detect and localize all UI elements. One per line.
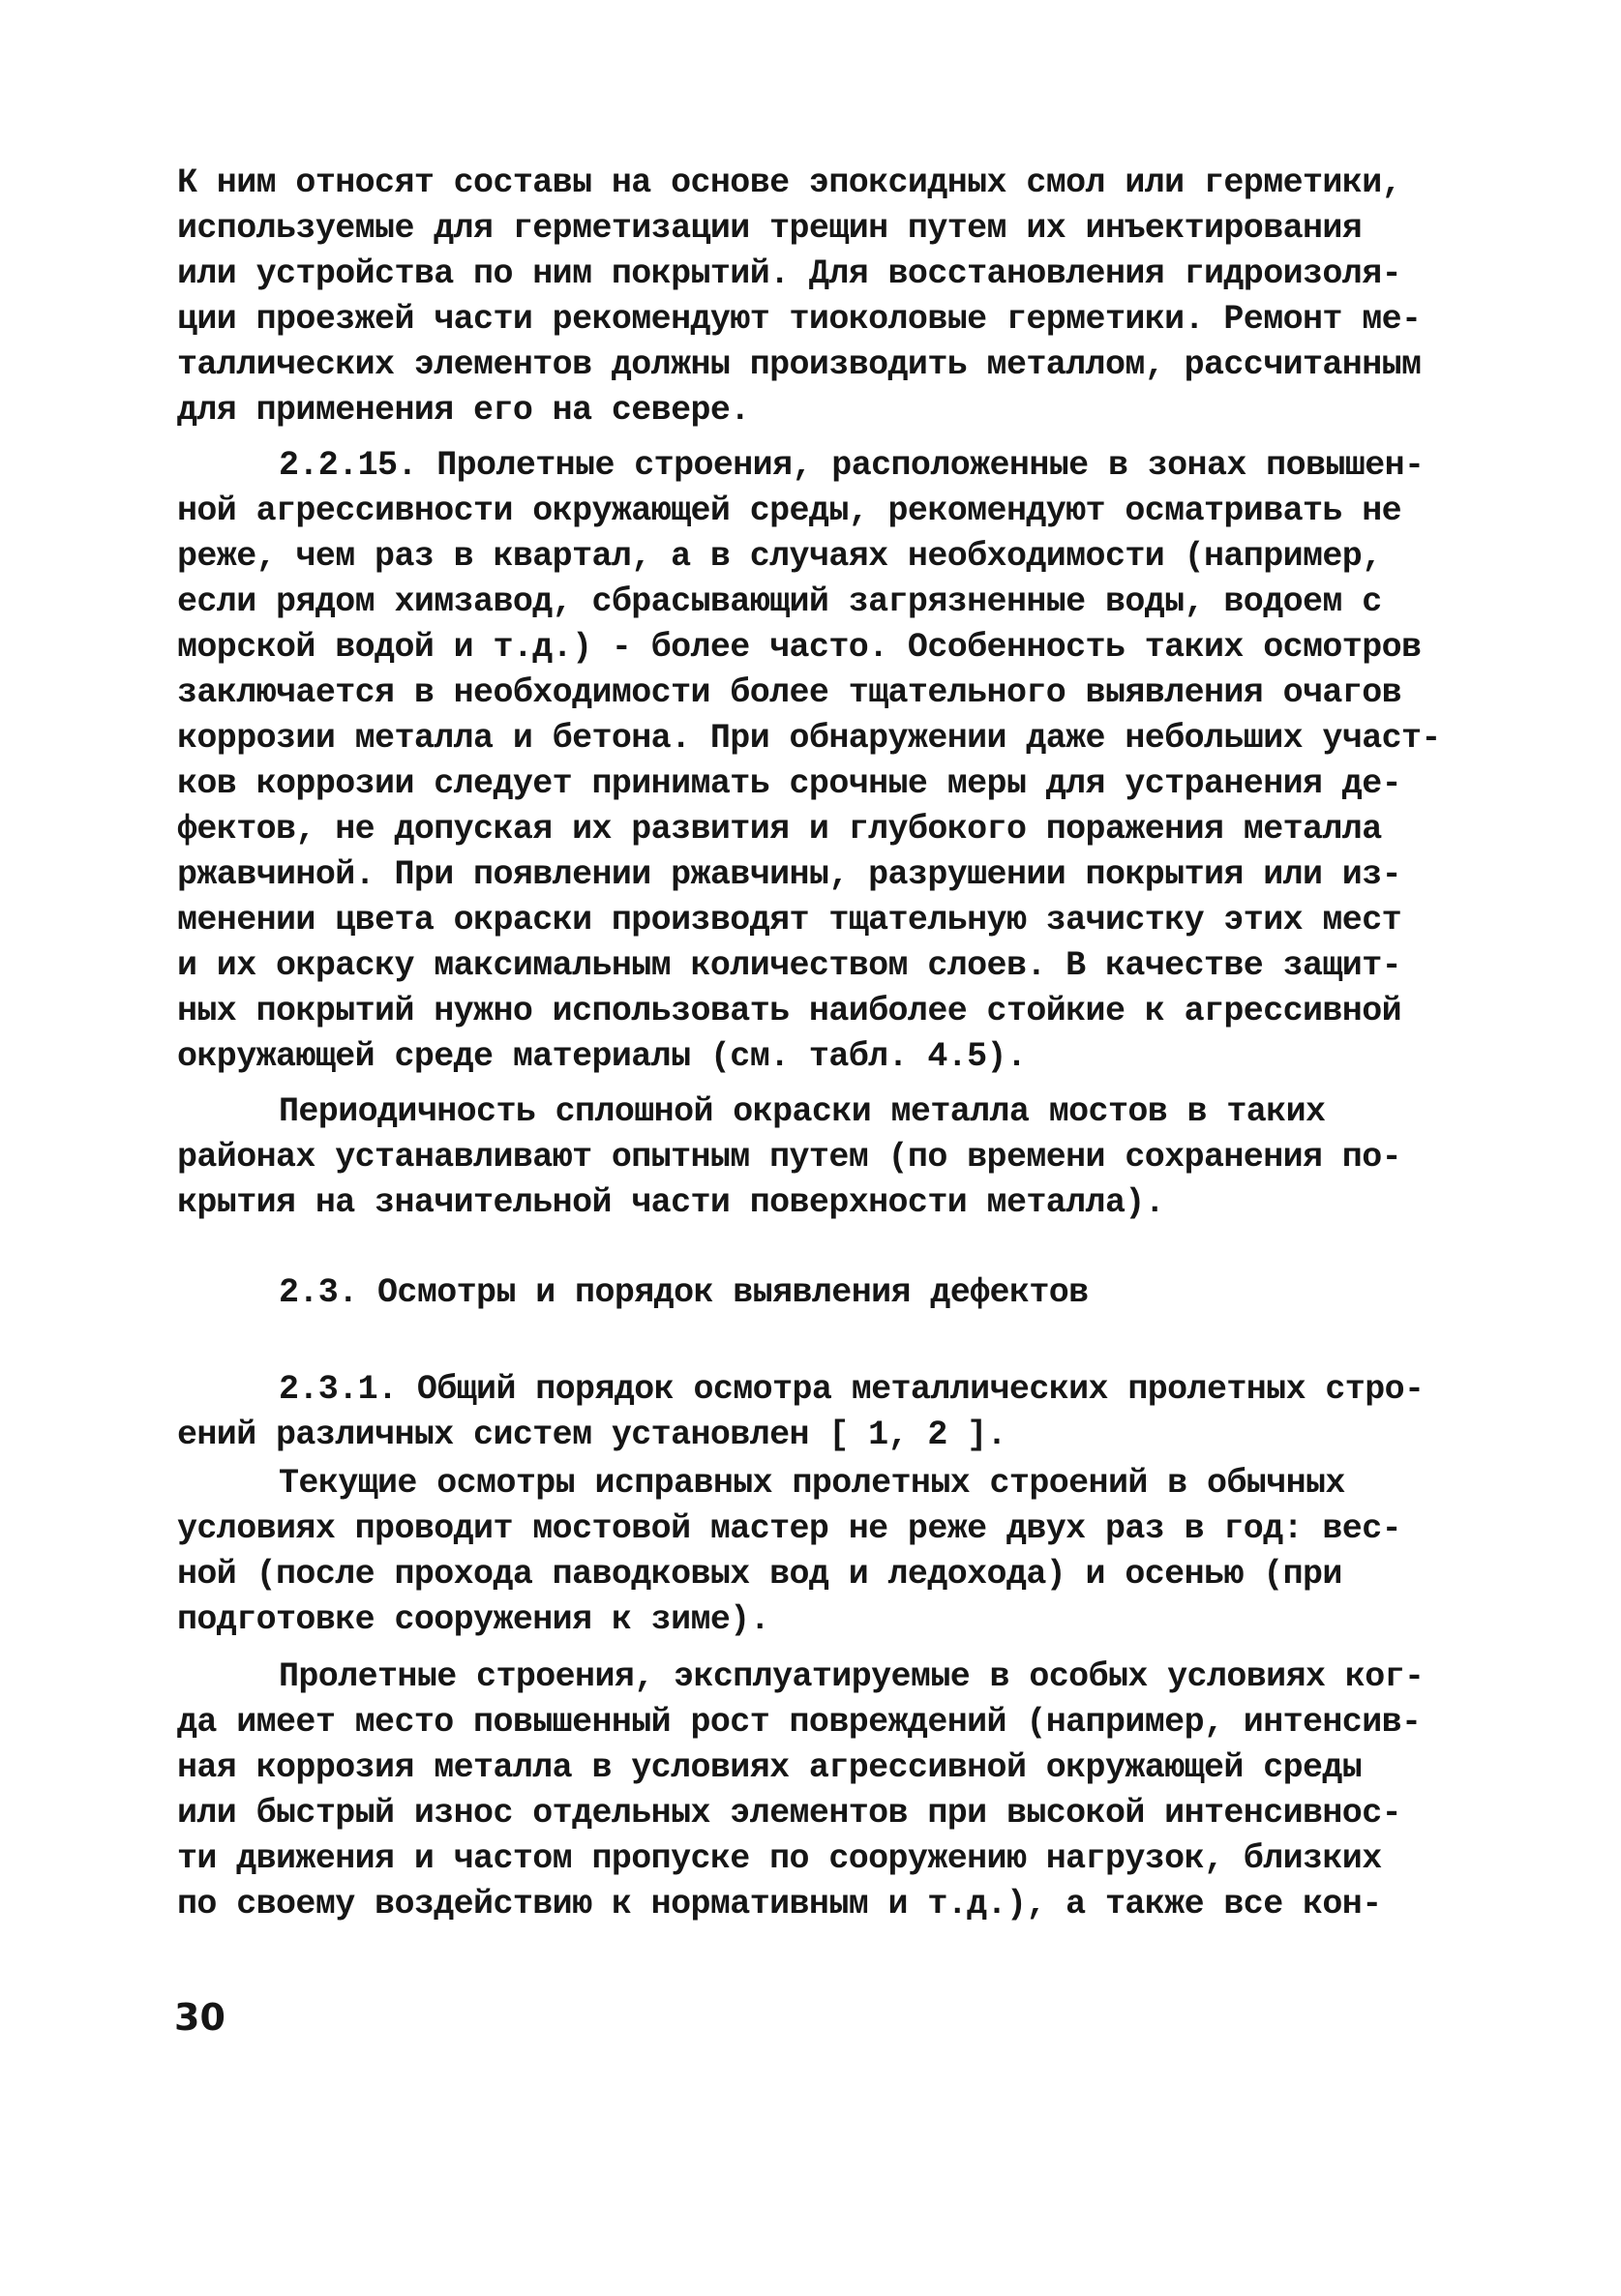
text-line: заключается в необходимости более тщательного выявления очагов — [177, 673, 1402, 712]
text-line: окружающей среде материалы (см. табл. 4.5). — [177, 1037, 1027, 1076]
text-line: таллических элементов должны производить металлом, рассчитанным — [177, 345, 1422, 384]
text-line: реже, чем раз в квартал, а в случаях необходимости (например, — [177, 537, 1382, 576]
text-line: или устройства по ним покрытий. Для восстановления гидроизоля- — [177, 254, 1402, 293]
text-line: условиях проводит мостовой мастер не реже двух раз в год: вес- — [177, 1509, 1402, 1548]
text-line: ная коррозия металла в условиях агрессивной окружающей среды — [177, 1748, 1363, 1787]
text-line: используемые для герметизации трещин путем их инъектирования — [177, 209, 1363, 248]
text-line: если рядом химзавод, сбрасывающий загрязненные воды, водоем с — [177, 582, 1382, 621]
text-line: крытия на значительной части поверхности металла). — [177, 1183, 1165, 1222]
text-line: коррозии металла и бетона. При обнаружении даже небольших участ- — [177, 719, 1441, 758]
text-line: районах устанавливают опытным путем (по времени сохранения по- — [177, 1138, 1402, 1177]
text-line: ных покрытий нужно использовать наиболее стойкие к агрессивной — [177, 992, 1402, 1030]
text-line: менении цвета окраски производят тщательную зачистку этих мест — [177, 901, 1402, 939]
paragraph-start-line: Пролетные строения, эксплуатируемые в особых условиях ког- — [279, 1657, 1425, 1696]
text-line: фектов, не допуская их развития и глубокого поражения металла — [177, 810, 1382, 849]
text-line: ти движения и частом пропуске по сооружению нагрузок, близких — [177, 1839, 1382, 1878]
text-line: ной агрессивности окружающей среды, рекомендуют осматривать не — [177, 492, 1402, 530]
text-line: морской водой и т.д.) - более часто. Особенность таких осмотров — [177, 628, 1422, 667]
text-line: подготовке сооружения к зиме). — [177, 1600, 770, 1639]
text-line: ений различных систем установлен [ 1, 2 ]. — [177, 1416, 1006, 1454]
paragraph-start-line: Периодичность сплошной окраски металла мостов в таких — [279, 1092, 1326, 1131]
text-line: К ним относят составы на основе эпоксидных смол или герметики, — [177, 164, 1402, 202]
text-line: и их окраску максимальным количеством слоев. В качестве защит- — [177, 946, 1402, 985]
text-line: ржавчиной. При появлении ржавчины, разрушении покрытия или из- — [177, 855, 1402, 894]
paragraph-start-line: 2.3.1. Общий порядок осмотра металлических пролетных стро- — [279, 1370, 1425, 1409]
text-line: или быстрый износ отдельных элементов при высокой интенсивнос- — [177, 1794, 1402, 1833]
paragraph-start-line: 2.2.15. Пролетные строения, расположенные в зонах повышен- — [279, 446, 1425, 485]
section-heading: 2.3. Осмотры и порядок выявления дефектов — [279, 1273, 1089, 1312]
text-line: да имеет место повышенный рост повреждений (например, интенсив- — [177, 1703, 1422, 1742]
text-line: ции проезжей части рекомендуют тиоколовые герметики. Ремонт ме- — [177, 300, 1422, 339]
text-line: для применения его на севере. — [177, 391, 750, 430]
text-line: ков коррозии следует принимать срочные меры для устранения де- — [177, 764, 1402, 803]
page-number: 30 — [174, 1996, 225, 2039]
text-line: ной (после прохода паводковых вод и ледохода) и осенью (при — [177, 1555, 1342, 1594]
paragraph-start-line: Текущие осмотры исправных пролетных строений в обычных — [279, 1464, 1345, 1503]
text-line: по своему воздействию к нормативным и т.д.), а также все кон- — [177, 1885, 1382, 1923]
